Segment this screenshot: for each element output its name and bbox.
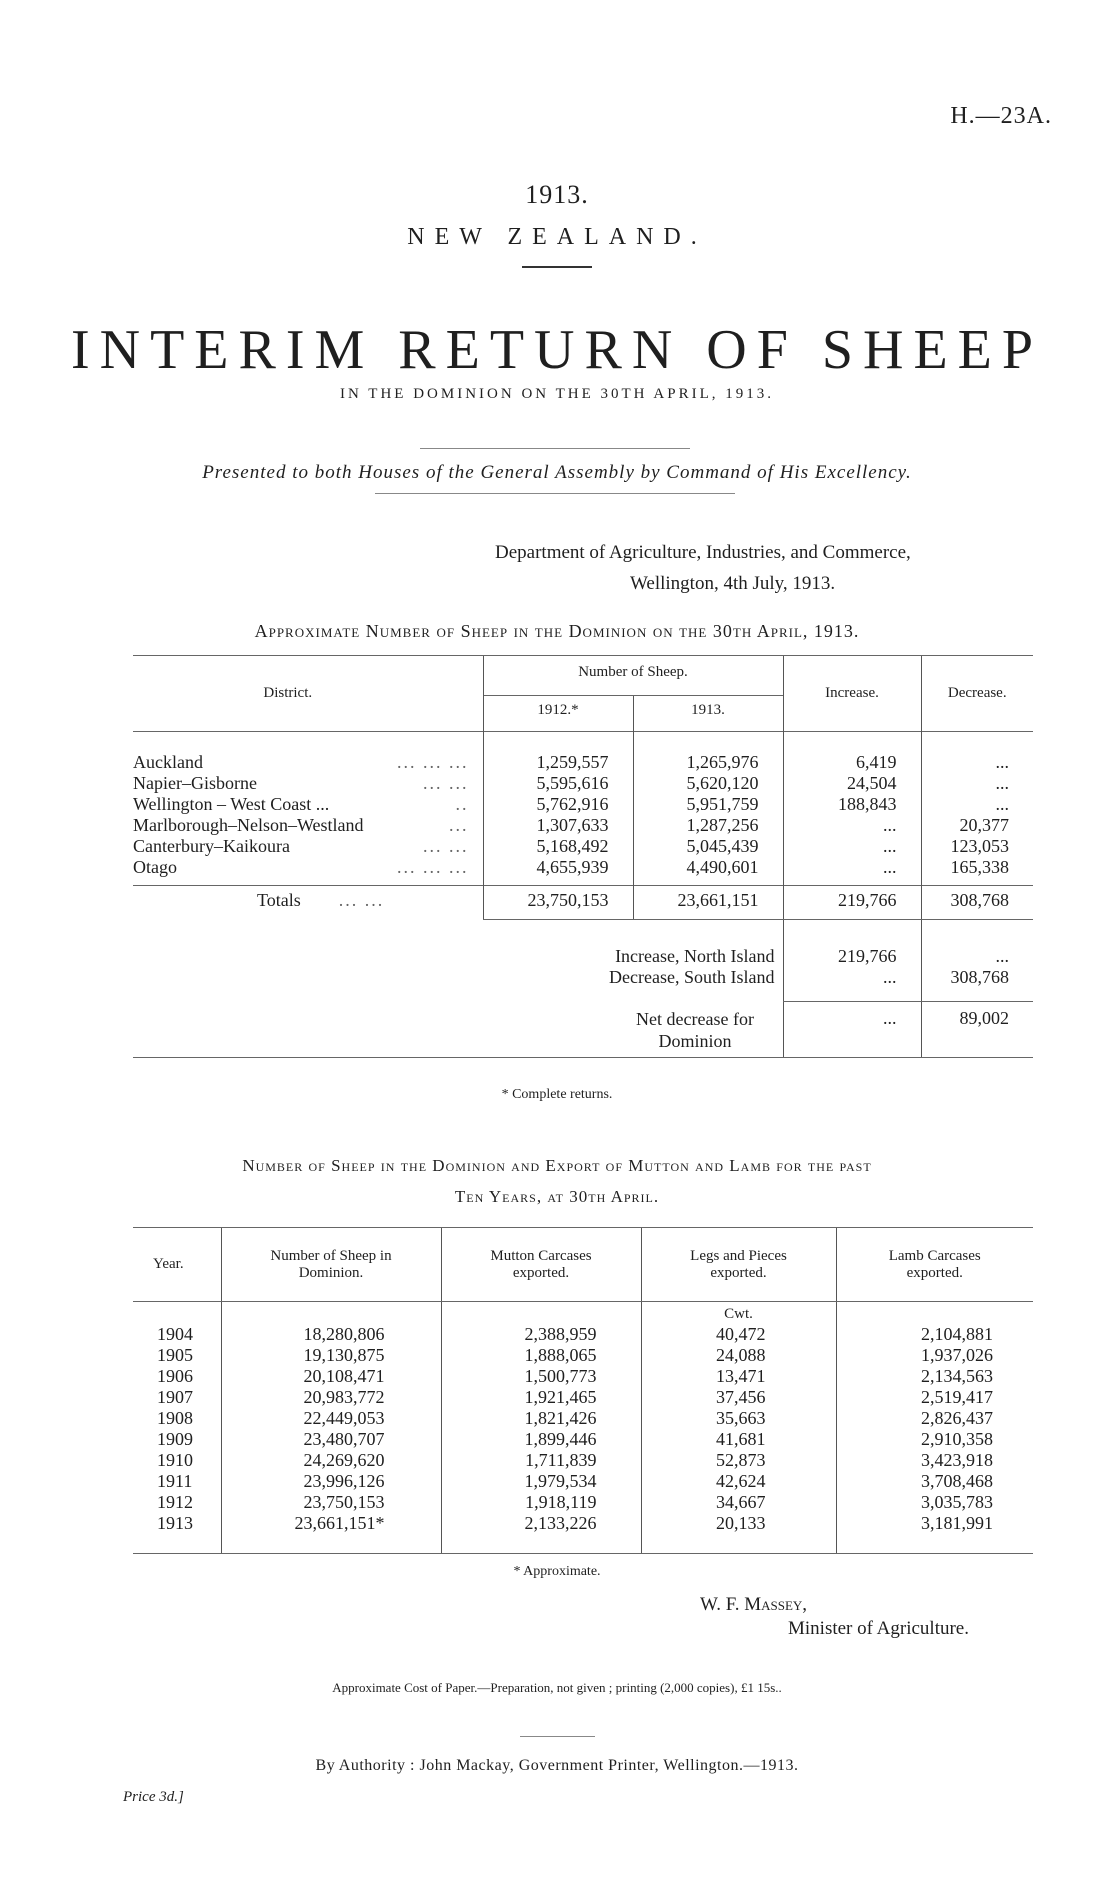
district-name: Napier–Gisborne bbox=[133, 772, 257, 793]
header-district: District. bbox=[133, 656, 483, 732]
cell-sheep: 23,661,151* bbox=[221, 1513, 441, 1534]
cell-mutton: 1,921,465 bbox=[441, 1387, 641, 1408]
table-row bbox=[133, 752, 1033, 773]
country-heading: NEW ZEALAND. bbox=[407, 224, 707, 250]
header-sheep: Number of Sheep in Dominion. bbox=[221, 1228, 441, 1302]
cell-year: 1911 bbox=[157, 1470, 193, 1491]
cell-year: 1909 bbox=[157, 1428, 193, 1449]
header-lamb: Lamb Carcases exported. bbox=[836, 1228, 1033, 1302]
district-name: Canterbury–Kaikoura bbox=[133, 835, 290, 856]
page-title: INTERIM RETURN OF SHEEP bbox=[70, 319, 1044, 381]
cell-increase: ... bbox=[783, 857, 921, 878]
cell-year: 1907 bbox=[157, 1386, 193, 1407]
cell-legs: 13,471 bbox=[641, 1366, 836, 1387]
cell-mutton: 1,888,065 bbox=[441, 1345, 641, 1366]
cell-1913: 1,265,976 bbox=[633, 752, 783, 773]
cell-sheep: 22,449,053 bbox=[221, 1408, 441, 1429]
cell-legs: 52,873 bbox=[641, 1450, 836, 1471]
cell-sheep: 23,996,126 bbox=[221, 1471, 441, 1492]
cell-decrease: ... bbox=[921, 752, 1033, 773]
signatory-role: Minister of Agriculture. bbox=[788, 1618, 969, 1639]
table-row bbox=[133, 1471, 1033, 1492]
row-leaders: ... ... ... bbox=[397, 751, 469, 772]
totals-increase: 219,766 bbox=[783, 886, 921, 920]
cell-1913: 5,620,120 bbox=[633, 773, 783, 794]
cell-1912: 1,259,557 bbox=[483, 752, 633, 773]
cell-lamb: 3,423,918 bbox=[836, 1450, 1033, 1471]
cell-mutton: 2,388,959 bbox=[441, 1324, 641, 1345]
divider bbox=[375, 493, 735, 494]
table-row bbox=[133, 857, 1033, 878]
table2-caption-line2: Ten Years, at 30th April. bbox=[454, 1187, 660, 1206]
cell-legs: 42,624 bbox=[641, 1471, 836, 1492]
cell-1912: 5,168,492 bbox=[483, 836, 633, 857]
cell-sheep: 23,750,153 bbox=[221, 1492, 441, 1513]
page-subtitle: IN THE DOMINION ON THE 30TH APRIL, 1913. bbox=[339, 386, 774, 402]
cell-1913: 5,951,759 bbox=[633, 794, 783, 815]
cell-increase: ... bbox=[783, 836, 921, 857]
table-row bbox=[133, 1366, 1033, 1387]
cell-lamb: 3,181,991 bbox=[836, 1513, 1033, 1534]
table-row bbox=[133, 1324, 1033, 1345]
cost-note: Approximate Cost of Paper.—Preparation, not given ; printing (2,000 copies), £1 15s.. bbox=[332, 1680, 782, 1695]
row-leaders: .. bbox=[455, 793, 469, 814]
header-increase: Increase. bbox=[783, 656, 921, 732]
cell-mutton: 1,500,773 bbox=[441, 1366, 641, 1387]
table-row bbox=[133, 1345, 1033, 1366]
cell-legs: 40,472 bbox=[641, 1324, 836, 1345]
cell-1913: 1,287,256 bbox=[633, 815, 783, 836]
district-name: Otago bbox=[133, 856, 177, 877]
cell-decrease: ... bbox=[921, 794, 1033, 815]
cell-1912: 5,595,616 bbox=[483, 773, 633, 794]
cell-increase: 24,504 bbox=[783, 773, 921, 794]
cell-year: 1910 bbox=[157, 1449, 193, 1470]
header-decrease: Decrease. bbox=[921, 656, 1033, 732]
publication-year: 1913. bbox=[525, 180, 589, 209]
cell-legs: 34,667 bbox=[641, 1492, 836, 1513]
summary-label: Decrease, South Island bbox=[609, 966, 775, 987]
totals-label: Totals bbox=[257, 890, 301, 910]
cell-lamb: 2,104,881 bbox=[836, 1324, 1033, 1345]
header-1912: 1912.* bbox=[483, 696, 633, 732]
table-row bbox=[133, 1429, 1033, 1450]
printer-line: By Authority : John Mackay, Government Printer, Wellington.—1913. bbox=[315, 1757, 799, 1774]
table-row bbox=[133, 815, 1033, 836]
cell-year: 1908 bbox=[157, 1407, 193, 1428]
row-leaders: ... ... ... bbox=[397, 856, 469, 877]
summary-increase: ... bbox=[783, 1002, 921, 1052]
price: Price 3d.] bbox=[123, 1789, 184, 1805]
summary-decrease: ... bbox=[921, 946, 1033, 967]
cell-decrease: 123,053 bbox=[921, 836, 1033, 857]
divider bbox=[520, 1736, 595, 1737]
row-leaders: ... ... bbox=[423, 835, 469, 856]
totals-1913: 23,661,151 bbox=[633, 886, 783, 920]
summary-label: Increase, North Island bbox=[615, 945, 775, 966]
cell-year: 1906 bbox=[157, 1365, 193, 1386]
table-row bbox=[133, 1387, 1033, 1408]
divider bbox=[420, 448, 690, 449]
cell-lamb: 2,134,563 bbox=[836, 1366, 1033, 1387]
cell-sheep: 20,108,471 bbox=[221, 1366, 441, 1387]
cell-sheep: 18,280,806 bbox=[221, 1324, 441, 1345]
cell-lamb: 3,708,468 bbox=[836, 1471, 1033, 1492]
cell-increase: 6,419 bbox=[783, 752, 921, 773]
table-row bbox=[133, 1408, 1033, 1429]
summary-decrease: 308,768 bbox=[921, 967, 1033, 988]
department-date: Wellington, 4th July, 1913. bbox=[630, 573, 836, 594]
cell-year: 1913 bbox=[157, 1512, 193, 1533]
cell-mutton: 1,979,534 bbox=[441, 1471, 641, 1492]
cell-lamb: 2,826,437 bbox=[836, 1408, 1033, 1429]
cell-lamb: 2,519,417 bbox=[836, 1387, 1033, 1408]
cell-legs: 20,133 bbox=[641, 1513, 836, 1534]
presented-line: Presented to both Houses of the General Assembly by Command of His Excellency. bbox=[202, 462, 912, 483]
header-legs: Legs and Pieces exported. bbox=[641, 1228, 836, 1302]
cell-mutton: 1,821,426 bbox=[441, 1408, 641, 1429]
table2-caption-line1: Number of Sheep in the Dominion and Export of Mutton and Lamb for the past bbox=[242, 1156, 872, 1175]
cell-decrease: 165,338 bbox=[921, 857, 1033, 878]
cell-year: 1904 bbox=[157, 1323, 193, 1344]
cell-1913: 5,045,439 bbox=[633, 836, 783, 857]
table-row bbox=[133, 773, 1033, 794]
cell-increase: 188,843 bbox=[783, 794, 921, 815]
legs-unit: Cwt. bbox=[641, 1302, 836, 1324]
sheep-export-table bbox=[133, 1227, 1033, 1554]
summary-row bbox=[133, 967, 1033, 988]
cell-sheep: 24,269,620 bbox=[221, 1450, 441, 1471]
summary-label: Net decrease for Dominion bbox=[636, 1008, 754, 1051]
paper-code: H.—23A. bbox=[950, 103, 1052, 129]
cell-legs: 41,681 bbox=[641, 1429, 836, 1450]
totals-row bbox=[133, 886, 1033, 920]
table-row bbox=[133, 836, 1033, 857]
cell-lamb: 3,035,783 bbox=[836, 1492, 1033, 1513]
summary-row bbox=[133, 946, 1033, 967]
cell-legs: 37,456 bbox=[641, 1387, 836, 1408]
cell-lamb: 1,937,026 bbox=[836, 1345, 1033, 1366]
signatory-name: W. F. Massey, bbox=[700, 1594, 808, 1615]
cell-decrease: 20,377 bbox=[921, 815, 1033, 836]
cell-mutton: 1,918,119 bbox=[441, 1492, 641, 1513]
summary-increase: ... bbox=[783, 967, 921, 988]
district-name: Auckland bbox=[133, 751, 203, 772]
header-number-of-sheep: Number of Sheep. bbox=[483, 656, 783, 696]
divider bbox=[522, 266, 592, 268]
summary-increase: 219,766 bbox=[783, 946, 921, 967]
summary-decrease: 89,002 bbox=[921, 1002, 1033, 1052]
table1-footnote: * Complete returns. bbox=[501, 1087, 613, 1102]
cell-sheep: 20,983,772 bbox=[221, 1387, 441, 1408]
cell-year: 1912 bbox=[157, 1491, 193, 1512]
header-1913: 1913. bbox=[633, 696, 783, 732]
district-name: Wellington – West Coast ... bbox=[133, 793, 330, 814]
summary-row bbox=[133, 1002, 1033, 1052]
cell-legs: 24,088 bbox=[641, 1345, 836, 1366]
header-year: Year. bbox=[133, 1228, 221, 1302]
table-row bbox=[133, 1450, 1033, 1471]
totals-decrease: 308,768 bbox=[921, 886, 1033, 920]
department-line: Department of Agriculture, Industries, and Commerce, bbox=[495, 542, 911, 563]
cell-1912: 4,655,939 bbox=[483, 857, 633, 878]
table2-footnote: * Approximate. bbox=[513, 1564, 601, 1579]
header-mutton: Mutton Carcases exported. bbox=[441, 1228, 641, 1302]
cell-legs: 35,663 bbox=[641, 1408, 836, 1429]
row-leaders: ... bbox=[449, 814, 469, 835]
cell-year: 1905 bbox=[157, 1344, 193, 1365]
cell-1912: 5,762,916 bbox=[483, 794, 633, 815]
district-name: Marlborough–Nelson–Westland bbox=[133, 814, 364, 835]
table1-caption: Approximate Number of Sheep in the Dominion on the 30th April, 1913. bbox=[254, 621, 860, 641]
cell-mutton: 2,133,226 bbox=[441, 1513, 641, 1534]
table-row bbox=[133, 794, 1033, 815]
cell-mutton: 1,711,839 bbox=[441, 1450, 641, 1471]
cell-sheep: 19,130,875 bbox=[221, 1345, 441, 1366]
totals-1912: 23,750,153 bbox=[483, 886, 633, 920]
cell-decrease: ... bbox=[921, 773, 1033, 794]
cell-1912: 1,307,633 bbox=[483, 815, 633, 836]
cell-mutton: 1,899,446 bbox=[441, 1429, 641, 1450]
cell-increase: ... bbox=[783, 815, 921, 836]
cell-1913: 4,490,601 bbox=[633, 857, 783, 878]
row-leaders: ... ... bbox=[423, 772, 469, 793]
table-row bbox=[133, 1492, 1033, 1513]
table-row bbox=[133, 1513, 1033, 1534]
totals-leaders: ... ... bbox=[338, 890, 385, 910]
cell-lamb: 2,910,358 bbox=[836, 1429, 1033, 1450]
cell-sheep: 23,480,707 bbox=[221, 1429, 441, 1450]
sheep-by-district-table bbox=[133, 655, 1033, 1058]
